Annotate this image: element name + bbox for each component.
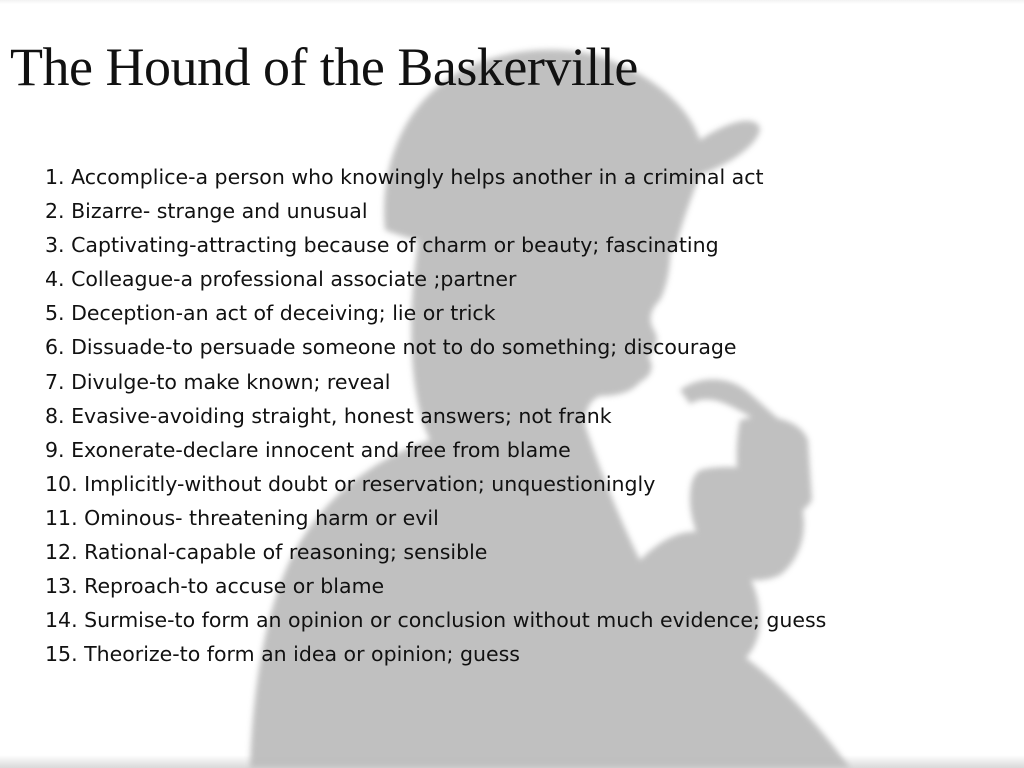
vocab-item: 10. Implicitly-without doubt or reservation; unquestioningly — [45, 471, 656, 496]
vocab-item: 3. Captivating-attracting because of charm or beauty; fascinating — [45, 233, 719, 258]
vocab-item: 12. Rational-capable of reasoning; sensible — [45, 540, 488, 565]
vocab-item: 7. Divulge-to make known; reveal — [45, 369, 391, 394]
vocab-item: 2. Bizarre- strange and unusual — [45, 199, 368, 224]
vocab-item: 14. Surmise-to form an opinion or conclusion without much evidence; guess — [45, 608, 827, 633]
vocab-item: 1. Accomplice-a person who knowingly helps another in a criminal act — [45, 165, 764, 189]
vocab-item: 5. Deception-an act of deceiving; lie or trick — [45, 301, 496, 326]
vocab-item: 6. Dissuade-to persuade someone not to do something; discourage — [45, 335, 737, 360]
vocab-item: 11. Ominous- threatening harm or evil — [45, 505, 439, 530]
vocabulary-list — [45, 160, 826, 671]
vocab-item: 8. Evasive-avoiding straight, honest answers; not frank — [45, 403, 612, 428]
vocab-item: 9. Exonerate-declare innocent and free from blame — [45, 437, 571, 462]
slide-title: The Hound of the Baskerville — [10, 37, 638, 97]
vocab-item: 4. Colleague-a professional associate ;partner — [45, 267, 517, 292]
vocab-item: 15. Theorize-to form an idea or opinion; guess — [45, 642, 520, 667]
vocab-item: 13. Reproach-to accuse or blame — [45, 574, 385, 599]
